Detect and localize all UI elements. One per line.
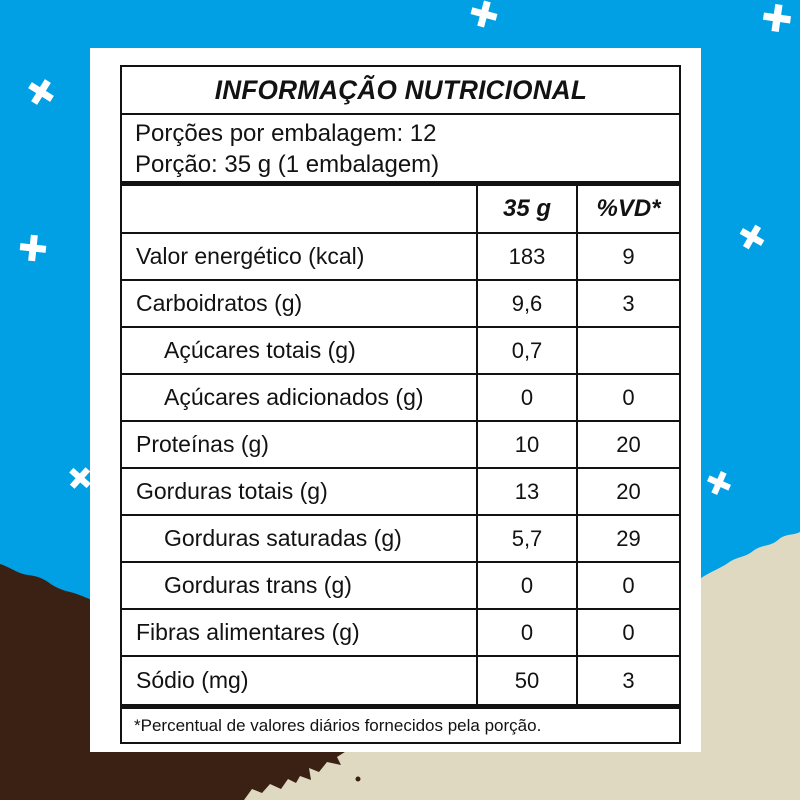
nutrient-label: Gorduras saturadas (g) [122, 516, 478, 561]
table-row [122, 563, 679, 610]
column-header-row [122, 186, 679, 234]
nutrient-dv: 20 [616, 478, 641, 504]
table-row [122, 516, 679, 563]
nutrient-label: Açúcares adicionados (g) [122, 375, 478, 420]
nutrient-label: Fibras alimentares (g) [122, 610, 478, 655]
nutrient-dv: 0 [622, 384, 635, 410]
nutrient-amount: 9,6 [478, 281, 578, 326]
nutrient-dv: 0 [622, 619, 635, 645]
nutrient-label: Açúcares totais (g) [122, 328, 478, 373]
nutrient-amount: 13 [478, 469, 578, 514]
nutrition-table [120, 65, 681, 744]
serving-info [122, 115, 679, 186]
column-header-spacer [122, 186, 478, 232]
chocolate-speck [356, 777, 361, 782]
table-row [122, 610, 679, 657]
nutrient-dv: 3 [622, 667, 635, 693]
portion-size: Porção: 35 g (1 embalagem) [135, 151, 440, 178]
servings-per-package: Porções por embalagem: 12 [135, 120, 437, 147]
table-row [122, 657, 679, 709]
nutrient-label: Gorduras trans (g) [122, 563, 478, 608]
nutrient-amount: 0 [478, 563, 578, 608]
nutrient-label: Gorduras totais (g) [122, 469, 478, 514]
nutrient-label: Valor energético (kcal) [122, 234, 478, 279]
nutrient-amount: 183 [478, 234, 578, 279]
table-row [122, 281, 679, 328]
nutrient-dv: 20 [616, 431, 641, 457]
table-row [122, 234, 679, 281]
nutrient-dv: 0 [622, 572, 635, 598]
nutrient-label: Sódio (mg) [122, 657, 478, 704]
nutrient-dv: 29 [616, 525, 641, 551]
nutrient-dv [578, 328, 679, 373]
nutrient-label: Carboidratos (g) [122, 281, 478, 326]
footnote: *Percentual de valores diários fornecidos pela porção. [134, 715, 542, 735]
table-row [122, 328, 679, 375]
table-title-row [122, 67, 679, 115]
nutrient-label: Proteínas (g) [122, 422, 478, 467]
nutrient-amount: 10 [478, 422, 578, 467]
nutrient-amount: 50 [478, 657, 578, 704]
nutrient-amount: 0 [478, 610, 578, 655]
nutrient-amount: 0,7 [478, 328, 578, 373]
column-header-amount: 35 g [478, 186, 578, 232]
table-title: INFORMAÇÃO NUTRICIONAL [214, 74, 587, 105]
nutrient-dv: 3 [622, 290, 635, 316]
table-row [122, 375, 679, 422]
table-row [122, 422, 679, 469]
nutrient-amount: 0 [478, 375, 578, 420]
table-row [122, 469, 679, 516]
nutrient-dv: 9 [622, 243, 635, 269]
column-header-dv: %VD* [596, 195, 661, 222]
nutrient-amount: 5,7 [478, 516, 578, 561]
nutrition-card [90, 48, 701, 752]
